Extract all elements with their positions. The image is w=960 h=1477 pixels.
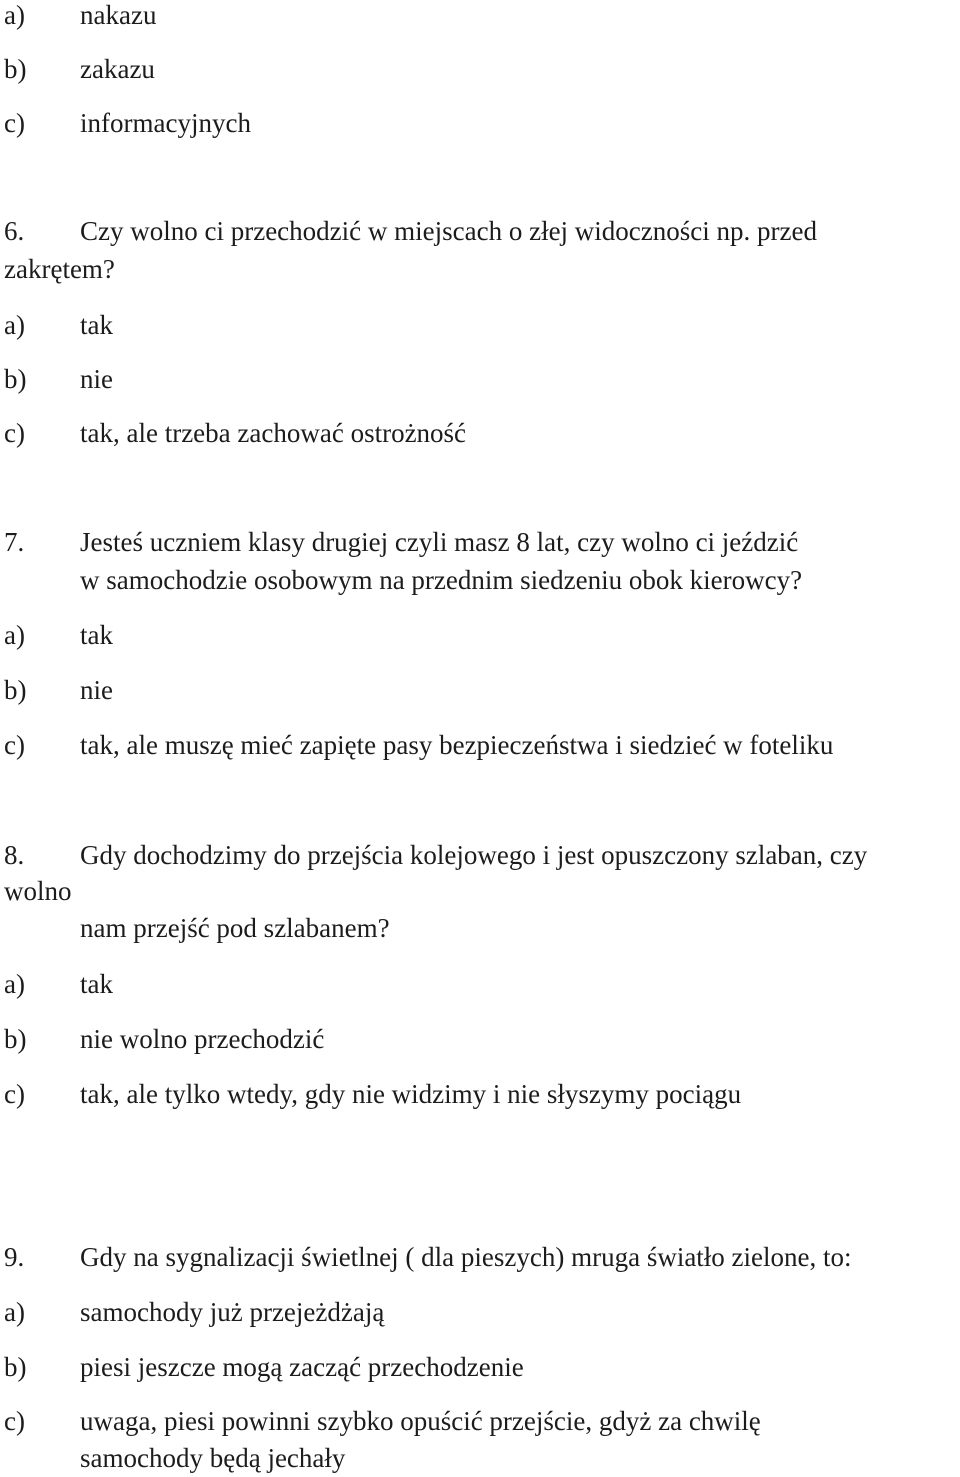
q6-question	[4, 214, 817, 248]
option-text: piesi jeszcze mogą zacząć przechodzenie	[80, 1352, 524, 1382]
q6-question-continued: zakrętem?	[4, 254, 115, 284]
option-marker: b)	[4, 364, 27, 394]
option-marker: c)	[4, 1406, 25, 1436]
question-text: Gdy na sygnalizacji świetlnej ( dla pieszych) mruga światło zielone, to:	[80, 1242, 852, 1272]
option-text: tak	[80, 620, 113, 650]
q5-option-c	[4, 106, 251, 140]
question-text: Gdy dochodzimy do przejścia kolejowego i jest opuszczony szlaban, czy	[80, 840, 868, 870]
option-text: informacyjnych	[80, 108, 251, 138]
option-marker: c)	[4, 730, 25, 760]
option-text: tak, ale tylko wtedy, gdy nie widzimy i nie słyszymy pociągu	[80, 1079, 742, 1109]
q7-option-a	[4, 618, 113, 652]
option-text: nie	[80, 364, 113, 394]
q8-question	[4, 838, 867, 872]
question-text: Czy wolno ci przechodzić w miejscach o złej widoczności np. przed	[80, 216, 817, 246]
q9-option-c	[4, 1404, 761, 1438]
q7-question-continued: w samochodzie osobowym na przednim siedzeniu obok kierowcy?	[80, 565, 803, 595]
question-text: Jesteś uczniem klasy drugiej czyli masz 8 lat, czy wolno ci jeździć	[80, 527, 799, 557]
q8-question-continued-2: nam przejść pod szlabanem?	[80, 913, 390, 943]
option-text: uwaga, piesi powinni szybko opuścić przejście, gdyż za chwilę	[80, 1406, 761, 1436]
option-marker: a)	[4, 969, 25, 999]
q9-option-a	[4, 1295, 384, 1329]
option-marker: c)	[4, 418, 25, 448]
option-text: nie wolno przechodzić	[80, 1024, 325, 1054]
option-marker: b)	[4, 1352, 27, 1382]
q6-option-c	[4, 416, 466, 450]
question-number: 7.	[4, 527, 25, 557]
q8-option-c	[4, 1077, 741, 1111]
q7-question	[4, 525, 798, 559]
q9-question	[4, 1240, 852, 1274]
q7-option-c	[4, 728, 833, 762]
option-text: nie	[80, 675, 113, 705]
option-marker: c)	[4, 1079, 25, 1109]
q8-option-a	[4, 967, 113, 1001]
option-marker: a)	[4, 1297, 25, 1327]
option-text: tak, ale muszę mieć zapięte pasy bezpieczeństwa i siedzieć w foteliku	[80, 730, 834, 760]
q6-option-a	[4, 308, 113, 342]
q9-option-c-continued: samochody będą jechały	[80, 1443, 346, 1473]
option-text: samochody już przejeżdżają	[80, 1297, 385, 1327]
q8-question-continued: wolno	[4, 876, 72, 906]
option-marker: b)	[4, 1024, 27, 1054]
q7-option-b	[4, 673, 113, 707]
option-text: tak, ale trzeba zachować ostrożność	[80, 418, 467, 448]
q5-option-a	[4, 0, 156, 32]
option-text: nakazu	[80, 0, 157, 30]
option-text: zakazu	[80, 54, 155, 84]
question-number: 9.	[4, 1242, 25, 1272]
option-marker: a)	[4, 0, 25, 30]
q6-option-b	[4, 362, 113, 396]
q5-option-b	[4, 52, 155, 86]
question-number: 8.	[4, 840, 25, 870]
option-marker: c)	[4, 108, 25, 138]
q9-option-b	[4, 1350, 524, 1384]
option-marker: b)	[4, 54, 27, 84]
option-marker: b)	[4, 675, 27, 705]
q8-option-b	[4, 1022, 324, 1056]
option-marker: a)	[4, 620, 25, 650]
option-text: tak	[80, 969, 113, 999]
question-number: 6.	[4, 216, 25, 246]
option-marker: a)	[4, 310, 25, 340]
option-text: tak	[80, 310, 113, 340]
